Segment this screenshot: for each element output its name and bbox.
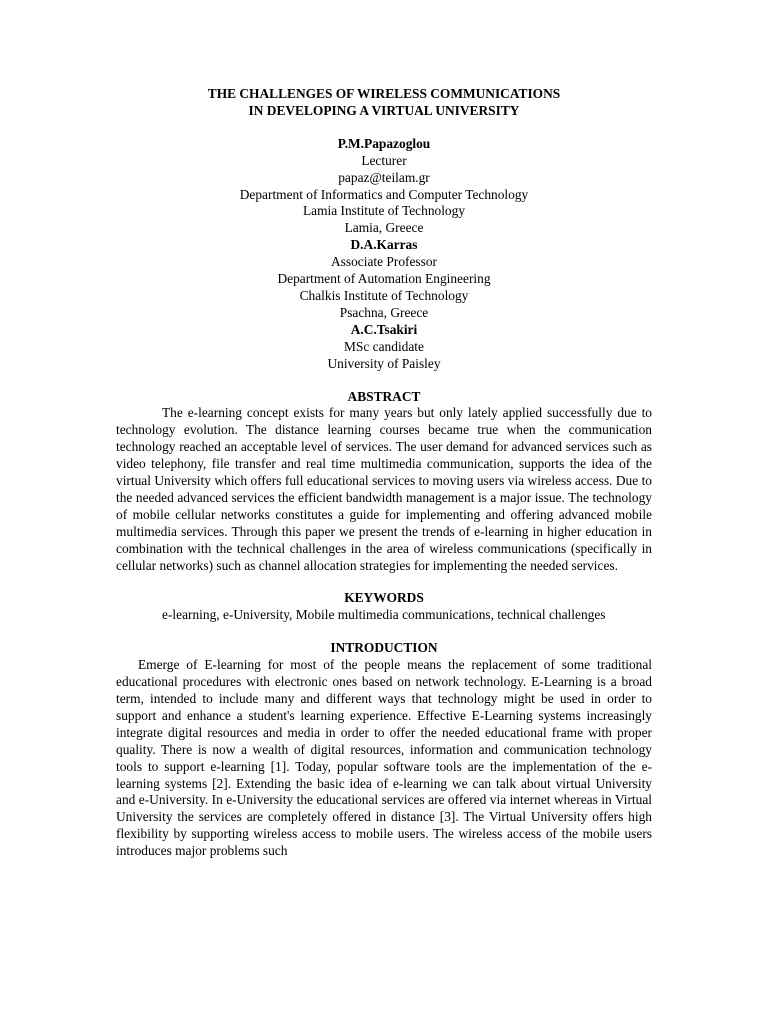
author-department: Department of Informatics and Computer Technology [239, 186, 529, 202]
introduction-text: Emerge of E-learning for most of the people means the replacement of some traditional educational procedures with electronic ones based on network technology. E-Learning is a broad term, intended to include many and different ways that technology might be used in order to support and enhance a student's learning experience. Effective E-Learning systems increasingly integrate digital resources and media in order to offer the needed educational frame with proper quality. There is now a wealth of digital resources, information and communication technology tools to support e-learning [1]. Today, popular software tools are the implementation of the e-learning systems [2]. Extending the basic idea of e-learning we can talk about virtual University and e-University. In e-University the educational services are offered via internet whereas in Virtual University the services are completely offered in distance [3]. The Virtual University offers high flexibility by supporting wireless access to mobile users. The wireless access of the mobile users introduces major problems such [116, 657, 652, 859]
keywords-text: e-learning, e-University, Mobile multimedia communications, technical challenges [162, 607, 606, 623]
author-title: MSc candidate [344, 338, 424, 354]
author-block-3 [116, 322, 652, 373]
author-institution: University of Paisley [327, 355, 441, 371]
author-block-1 [116, 136, 652, 237]
paper-page [116, 86, 652, 860]
author-name: A.C.Tsakiri [350, 321, 418, 337]
author-name: P.M.Papazoglou [337, 135, 431, 151]
title-line-1: THE CHALLENGES OF WIRELESS COMMUNICATIONS [207, 86, 561, 101]
paper-title [116, 86, 652, 120]
author-location: Psachna, Greece [339, 304, 429, 320]
abstract-text: The e-learning concept exists for many years but only lately applied successfully due to technology evolution. The distance learning courses became true when the communication technology reached an acceptable level of services. The user demand for advanced services such as video telephony, file transfer and real time multimedia communication, supports the idea of the virtual University which offers full educational services to moving users via wireless access. Due to the needed advanced services the efficient bandwidth management is a major issue. The technology of mobile cellular networks constitutes a guide for implementing and offering advanced mobile multimedia services. Through this paper we present the trends of e-learning in higher education in combination with the technical challenges in the area of wireless communications (specifically in cellular networks) such as channel allocation strategies for implementing the needed services. [116, 405, 652, 573]
author-institution: Lamia Institute of Technology [302, 203, 466, 219]
author-name: D.A.Karras [350, 237, 418, 253]
author-title: Lecturer [361, 152, 407, 168]
author-title: Associate Professor [331, 254, 437, 270]
title-line-2: IN DEVELOPING A VIRTUAL UNIVERSITY [248, 102, 520, 118]
abstract-heading: ABSTRACT [347, 388, 421, 404]
introduction-heading: INTRODUCTION [330, 640, 438, 656]
author-location: Lamia, Greece [344, 220, 424, 236]
author-block-2 [116, 237, 652, 322]
author-email: papaz@teilam.gr [338, 169, 430, 185]
keywords-heading: KEYWORDS [344, 590, 424, 606]
author-institution: Chalkis Institute of Technology [299, 287, 469, 303]
author-department: Department of Automation Engineering [277, 271, 491, 287]
